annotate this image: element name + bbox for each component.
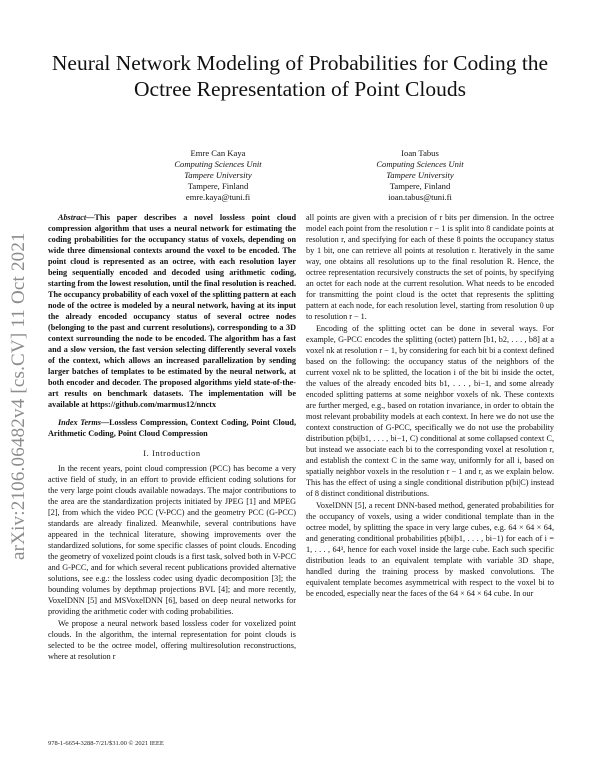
author-unit: Computing Sciences Unit (174, 159, 262, 169)
paragraph: all points are given with a precision of r bits per dimension. In the octree model each point from the resolution r − 1 is split into 8 candidate points at resolution r, and specifying for each of these 8 points the occupancy status by 1 bit, one can retrieve all points at resolution r. Iteratively in the same way, one obtains all resolutions up to the final resolution R. Hence, the octree representation recursively constructs the set of points, by specifying an octet for each node at the current resolution. What needs to be encoded for transmitting the point cloud is the octet that represents the splitting pattern at each node, for each resolution level, starting from resolution 0 up to resolution r − 1. (306, 213, 554, 321)
author-block (118, 148, 318, 203)
index-terms (48, 417, 296, 439)
right-column (306, 212, 554, 599)
author-email[interactable]: emre.kaya@tuni.fi (185, 192, 251, 202)
author-email[interactable]: ioan.tabus@tuni.fi (388, 192, 452, 202)
paper-title: Neural Network Modeling of Probabilities for Coding the Octree Representation of Point Clouds (51, 51, 549, 101)
author-name: Emre Can Kaya (190, 148, 246, 158)
index-terms-lead: Index Terms (58, 418, 101, 427)
abstract-lead: Abstract— (58, 213, 95, 222)
paragraph: In the recent years, point cloud compression (PCC) has become a very active field of study, in an effort to provide efficient coding solutions for the very large point clouds available nowadays. The major contributions to the area are the standardization projects initiated by JPEG [1] and MPEG [2], from which the video PCC (V-PCC) and the geometry PCC (G-PCC) standards are already finalized. Meanwhile, several contributions have appeared in the technical literature, showing improvements over the standardized solutions, for some specific classes of point clouds. Encoding the geometry of voxelized point clouds is a first task, solved both in V-PCC and G-PCC, and for which several recent publications provided alternative solutions, see e.g.: the lossless codec using dyadic decomposition [3]; the bounding volumes by depthmap projections BVL [4]; and more recently, VoxelDNN [5] and MSVoxelDNN [6], based on deep neural networks for providing the arithmetic coder with coding probabilities. (48, 464, 296, 616)
author-university: Tampere University (386, 170, 454, 180)
author-unit: Computing Sciences Unit (376, 159, 464, 169)
author-name: Ioan Tabus (401, 148, 439, 158)
section-heading: I. Introduction (143, 449, 201, 458)
author-university: Tampere University (184, 170, 252, 180)
abstract-body: This paper describes a novel lossless point cloud compression algorithm that uses a neural network for estimating the coding probabilities for the occupancy status of voxels, depending on wide three dimensional contexts around the voxel to be encoded. The point cloud is represented as an octree, with each resolution layer being sequentially encoded and decoded using arithmetic coding, starting from the lowest resolution, until the final resolution is reached. The occupancy probability of each voxel of the splitting pattern at each node of the octree is modeled by a neural network, having at its input the already encoded occupancy status of several octree nodes (belonging to the past and current resolutions), corresponding to a 3D context surrounding the node to be encoded. The algorithm has a fast and a slow version, the fast version selecting differently several voxels of the context, which allows an increased parallelization by sending larger batches of templates to be estimated by the neural network, at both encoder and decoder. The proposed algorithms yield state-of-the-art results on benchmark datasets. The implementation will be available at https://github.com/marmus12/nnctx (48, 213, 296, 409)
paragraph: We propose a neural network based lossless coder for voxelized point clouds. In the algorithm, the internal representation for point clouds is selected to be the octree model, offering multiresolution reconstructions, where at resolution r (48, 619, 296, 661)
abstract (48, 212, 296, 410)
author-block (320, 148, 520, 203)
author-location: Tampere, Finland (389, 181, 451, 191)
copyright-footer: 978-1-6654-3288-7/21/$31.00 © 2021 IEEE (48, 740, 164, 747)
author-location: Tampere, Finland (187, 181, 249, 191)
index-terms-body: —Lossless Compression, Context Coding, Point Cloud, Arithmetic Coding, Point Cloud Compression (48, 418, 296, 438)
paragraph: VoxelDNN [5], a recent DNN-based method, generated probabilities for the occupancy of voxels, using a wider conditional template than in the octree model, by splitting the space in very large cubes, e.g. 64 × 64 × 64, and generating conditional probabilities p(bi|b1, . . . , bi−1) for each of i = 1, . . . , 64³, hence for each voxel inside the large cube. Each such specific distribution leads to an equivalent template with variable 3D shape, handled during the training process by masked convolutions. The equivalent template becomes asymmetrical with respect to the voxel bi to be encoded, especially near the faces of the 64 × 64 × 64 cube. In our (306, 501, 554, 598)
arxiv-watermark: arXiv:2106.06482v4 [cs.CV] 11 Oct 2021 (8, 232, 29, 560)
left-column (48, 212, 296, 662)
paragraph: Encoding of the splitting octet can be done in several ways. For example, G-PCC encodes the splitting (octet) pattern [b1, b2, . . . , b8] at a voxel nk at resolution r − 1, by considering for each bit bi a context defined based on the following: the occupancy status of the neighbors of the current voxel nk to be splitted, the location i of the bit bi inside the octet, the values of the already encoded bits b1, . . . , bi−1, and some already encoded splitting patterns at some neighbor voxels of nk. These contexts are further merged, e.g., based on rotation invariance, in order to obtain the most relevant probability models at each context. In here we do not use the context construction of G-PCC, specifically we do not use the probability distribution p(bi|b1, . . . , bi−1, C) conditional at some collapsed context C, but instead we associate each bi to the corresponding voxel at resolution r, and establish the context C in the same way, uniformly for all i, based on spatially neighbor voxels in the resolution r − 1 and r, as we explain below. This has the effect of using a single conditional distribution p(bi|C) instead of 8 distinct conditional distributions. (306, 324, 554, 498)
